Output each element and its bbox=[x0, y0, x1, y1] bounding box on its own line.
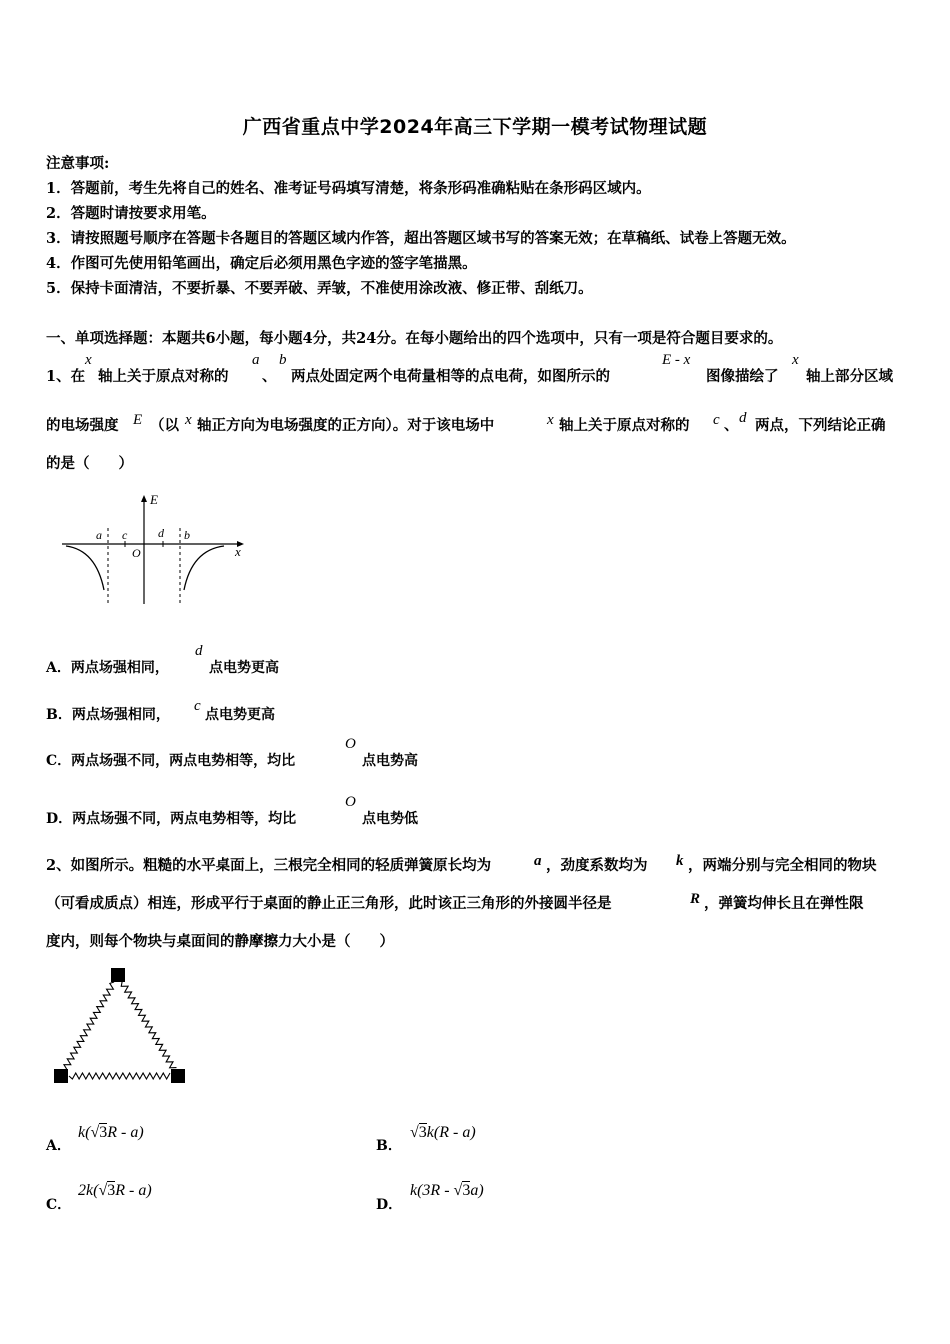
q2-text: 度内，则每个物块与桌面间的静摩擦力大小是（ ） bbox=[46, 933, 394, 950]
graph-label-d: d bbox=[158, 526, 164, 540]
block-right bbox=[171, 1069, 185, 1083]
q1-text: 1、在 bbox=[46, 368, 86, 385]
q1-option-c-math: O bbox=[345, 736, 356, 752]
q2-option-d[interactable]: D． bbox=[376, 1197, 403, 1213]
q1-option-a-math: d bbox=[195, 643, 203, 659]
q1-text: 轴上关于原点对称的 bbox=[98, 368, 229, 385]
q2-option-c-formula: 2k(√3R - a) bbox=[78, 1182, 152, 1199]
q2-text: ，两端分别与完全相同的物块 bbox=[688, 857, 877, 874]
q1-math: d bbox=[739, 410, 747, 426]
q1-text: 的是（ ） bbox=[46, 455, 133, 472]
q1-option-d-math: O bbox=[345, 794, 356, 810]
q1-option-c-text: 点电势高 bbox=[362, 753, 418, 769]
notice-item-5: 5．保持卡面清洁，不要折暴、不要弄破、弄皱，不准使用涂改液、修正带、刮纸刀。 bbox=[46, 280, 593, 297]
q1-text: 两点，下列结论正确 bbox=[755, 417, 886, 434]
q1-option-b-text: 点电势更高 bbox=[205, 707, 275, 723]
q2-text: ，劲度系数均为 bbox=[546, 857, 648, 874]
spring-triangle-figure bbox=[50, 965, 192, 1089]
q1-math: x bbox=[85, 352, 92, 368]
q2-option-d-formula: k(3R - √3a) bbox=[410, 1182, 484, 1199]
page-title: 广西省重点中学2024年高三下学期一模考试物理试题 bbox=[242, 116, 708, 138]
q2-option-b-formula: √3k(R - a) bbox=[410, 1124, 476, 1141]
notice-item-1: 1．答题前，考生先将自己的姓名、准考证号码填写清楚，将条形码准确粘贴在条形码区域内。 bbox=[46, 180, 651, 197]
q1-math: b bbox=[279, 352, 287, 368]
q1-option-a[interactable]: A．两点场强相同， bbox=[46, 660, 169, 676]
graph-label-b: b bbox=[184, 528, 190, 542]
q2-math: R bbox=[690, 891, 701, 907]
graph-label-a: a bbox=[96, 528, 102, 542]
notice-item-3: 3．请按照题号顺序在答题卡各题目的答题区域内作答，超出答题区域书写的答案无效；在草稿纸、试卷上答题无效。 bbox=[46, 230, 796, 247]
q2-text: （可看成质点）相连，形成平行于桌面的静止正三角形，此时该正三角形的外接圆半径是 bbox=[46, 895, 612, 912]
e-x-graph bbox=[58, 490, 253, 610]
block-left bbox=[54, 1069, 68, 1083]
q2-text: ，弹簧均伸长且在弹性限 bbox=[704, 895, 864, 912]
sqrt-symbol: √ bbox=[98, 1182, 108, 1199]
graph-label-o: O bbox=[132, 546, 141, 560]
sqrt-symbol: √ bbox=[410, 1124, 419, 1141]
spring bbox=[64, 982, 114, 1071]
graph-label-c: c bbox=[122, 528, 128, 542]
q1-text: 、 bbox=[262, 368, 277, 385]
q1-option-a-text: 点电势更高 bbox=[209, 660, 279, 676]
q1-option-b[interactable]: B．两点场强相同， bbox=[46, 707, 170, 723]
q1-text: 、 bbox=[724, 417, 739, 434]
block-top bbox=[111, 968, 125, 982]
q1-option-d-text: 点电势低 bbox=[362, 811, 418, 827]
spring bbox=[69, 1073, 170, 1079]
q1-text: 轴正方向为电场强度的正方向）。对于该电场中 bbox=[197, 417, 495, 434]
q2-option-b[interactable]: B． bbox=[376, 1138, 402, 1154]
q2-option-a[interactable]: A． bbox=[46, 1138, 71, 1154]
q1-text: 图像描绘了 bbox=[706, 368, 779, 385]
q2-math: a bbox=[534, 853, 542, 869]
sqrt-symbol: √ bbox=[453, 1182, 463, 1199]
q1-math: x bbox=[547, 412, 554, 428]
q1-text: 轴上部分区域 bbox=[806, 368, 893, 385]
notice-item-4: 4．作图可先使用铅笔画出，确定后必须用黑色字迹的签字笔描黑。 bbox=[46, 255, 477, 272]
q1-text: 轴上关于原点对称的 bbox=[559, 417, 690, 434]
q2-text: 2、如图所示。粗糙的水平桌面上，三根完全相同的轻质弹簧原长均为 bbox=[46, 857, 492, 874]
q1-math: x bbox=[185, 412, 192, 428]
q1-option-c[interactable]: C．两点场强不同，两点电势相等，均比 bbox=[46, 753, 296, 769]
q1-math: E bbox=[133, 412, 143, 428]
q1-text: 两点处固定两个电荷量相等的点电荷，如图所示的 bbox=[291, 368, 610, 385]
section-heading: 一、单项选择题：本题共6小题，每小题4分，共24分。在每小题给出的四个选项中，只有一项是符合题目要求的。 bbox=[46, 330, 783, 347]
notice-item-2: 2．答题时请按要求用笔。 bbox=[46, 205, 216, 222]
q1-math: x bbox=[792, 352, 799, 368]
graph-label-e: E bbox=[150, 492, 158, 507]
notice-heading: 注意事项: bbox=[46, 155, 110, 172]
sqrt-symbol: √ bbox=[90, 1124, 100, 1141]
q2-option-c[interactable]: C． bbox=[46, 1197, 72, 1213]
q1-math: a bbox=[252, 352, 260, 368]
q1-math: E - x bbox=[662, 352, 691, 368]
q1-option-d[interactable]: D．两点场强不同，两点电势相等，均比 bbox=[46, 811, 297, 827]
q1-math: c bbox=[713, 412, 720, 428]
q1-text: （以 bbox=[150, 417, 179, 434]
q2-option-a-formula: k(√3R - a) bbox=[78, 1124, 144, 1141]
spring bbox=[121, 982, 176, 1068]
q1-option-b-math: c bbox=[194, 698, 201, 714]
q2-math: k bbox=[676, 853, 684, 869]
q1-text: 的电场强度 bbox=[46, 417, 119, 434]
graph-label-x: x bbox=[235, 544, 241, 559]
